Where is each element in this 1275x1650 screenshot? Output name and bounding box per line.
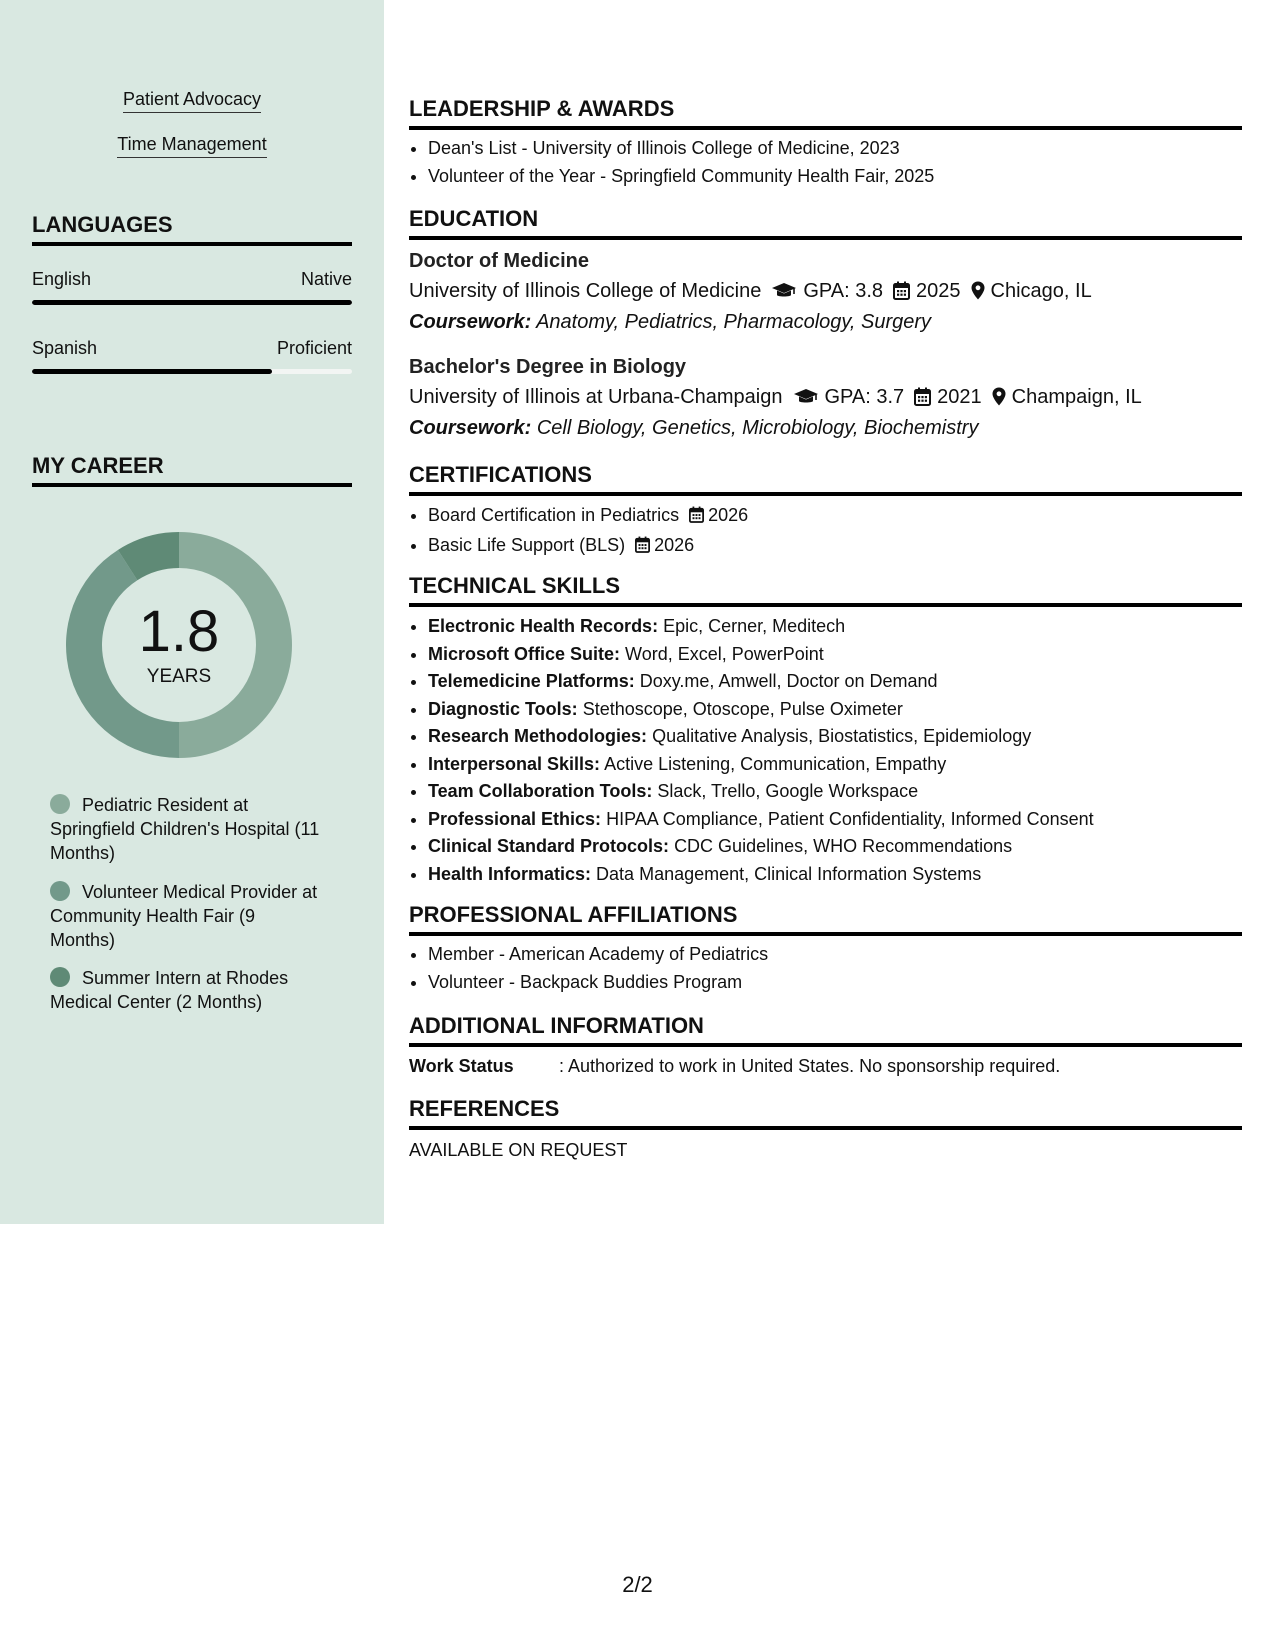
career-item-label: Summer Intern at Rhodes Medical Center (2 Months): [50, 968, 289, 1012]
calendar-icon: [635, 534, 650, 562]
affiliations-heading: PROFESSIONAL AFFILIATIONS: [409, 902, 1242, 936]
affiliations-list: [409, 941, 1261, 996]
certifications-list: [409, 502, 1261, 561]
skill-category: Clinical Standard Protocols:: [428, 836, 670, 856]
career-total-unit: YEARS: [146, 666, 212, 687]
leadership-heading: LEADERSHIP & AWARDS: [409, 96, 1242, 130]
education-details: [409, 279, 1242, 306]
language-proficiency-bar: [32, 300, 352, 305]
career-item: [50, 966, 320, 1014]
coursework: [409, 310, 931, 334]
list-item: [428, 806, 1261, 834]
school-location: Champaign, IL: [1011, 386, 1142, 408]
skill-category: Electronic Health Records:: [428, 616, 659, 636]
skill-category: Interpersonal Skills:: [428, 753, 601, 774]
skill-values: Slack, Trello, Google Workspace: [657, 781, 919, 801]
education-heading: EDUCATION: [409, 206, 1242, 240]
coursework-list: Cell Biology, Genetics, Microbiology, Biochemistry: [536, 417, 979, 439]
skill-tag: [0, 88, 384, 113]
school-location: Chicago, IL: [990, 280, 1092, 302]
technical-skills-heading: TECHNICAL SKILLS: [409, 573, 1242, 607]
career-item: [50, 793, 320, 865]
language-proficiency-fill: [32, 300, 352, 305]
skill-category: Telemedicine Platforms:: [428, 671, 635, 691]
skill-values: Data Management, Clinical Information Systems: [596, 863, 982, 884]
skill-values: Active Listening, Communication, Empathy: [604, 753, 947, 774]
school-name: University of Illinois at Urbana-Champaign: [409, 386, 783, 408]
skill-category: Professional Ethics:: [428, 808, 602, 829]
career-item-label: Volunteer Medical Provider at Community Health Fair (9 Months): [50, 882, 318, 950]
references-heading: REFERENCES: [409, 1096, 1242, 1130]
career-total-years: 1.8: [138, 599, 220, 664]
list-item: [428, 723, 1261, 751]
school-name: University of Illinois College of Medicine: [409, 280, 762, 302]
sidebar: [0, 0, 384, 1224]
calendar-icon: [893, 281, 910, 306]
list-item: • Member - American Academy of Pediatrics: [428, 941, 1261, 969]
language-name: Spanish: [32, 338, 98, 358]
leadership-list: [409, 135, 1261, 190]
work-status-row: [409, 1055, 1242, 1077]
degree-title: Doctor of Medicine: [409, 250, 590, 272]
language-level: Native: [300, 269, 352, 289]
technical-skills-list: [409, 613, 1261, 888]
certification-name: Board Certification in Pediatrics: [428, 505, 680, 525]
map-pin-icon: [992, 387, 1006, 412]
skill-values: CDC Guidelines, WHO Recommendations: [674, 836, 1013, 856]
certification-name: Basic Life Support (BLS): [428, 534, 626, 555]
references-text: AVAILABLE ON REQUEST: [409, 1140, 628, 1160]
list-item: [428, 861, 1261, 889]
language-proficiency-bar: [32, 369, 352, 374]
list-item: • Volunteer - Backpack Buddies Program: [428, 969, 1261, 997]
calendar-icon: [689, 504, 704, 532]
coursework-label: Coursework:: [409, 311, 532, 333]
skill-tag: [0, 133, 384, 158]
additional-info-heading: ADDITIONAL INFORMATION: [409, 1013, 1242, 1047]
coursework: [409, 416, 978, 440]
degree-title: Bachelor's Degree in Biology: [409, 356, 687, 378]
skill-category: Microsoft Office Suite:: [428, 643, 621, 664]
list-item: [428, 641, 1261, 669]
list-item: [428, 833, 1261, 861]
list-item: [428, 613, 1261, 641]
skill-values: Stethoscope, Otoscope, Pulse Oximeter: [582, 698, 903, 719]
map-pin-icon: [971, 281, 985, 306]
career-item: [50, 880, 320, 952]
skill-category: Team Collaboration Tools:: [428, 781, 653, 801]
skill-values: Doxy.me, Amwell, Doctor on Demand: [639, 671, 938, 691]
career-item-label: Pediatric Resident at Springfield Children's Hospital (11 Months): [50, 795, 320, 863]
graduation-year: 2021: [937, 386, 982, 408]
list-item: • Volunteer of the Year - Springfield Community Health Fair, 2025: [428, 163, 1261, 191]
gpa: GPA: 3.7: [824, 386, 905, 408]
skill-values: Word, Excel, PowerPoint: [625, 643, 824, 664]
skill-values: Epic, Cerner, Meditech: [663, 616, 846, 636]
coursework-label: Coursework:: [409, 417, 532, 439]
skill-values: HIPAA Compliance, Patient Confidentiality, Informed Consent: [606, 808, 1094, 829]
list-item: [428, 532, 1261, 562]
career-legend-dot: [50, 881, 70, 901]
language-level: Proficient: [276, 338, 352, 358]
work-status-label: Work Status: [409, 1056, 514, 1076]
certification-year: 2026: [654, 534, 695, 555]
skill-category: Research Methodologies:: [428, 726, 648, 746]
graduation-cap-icon: [793, 388, 819, 412]
skill-values: Qualitative Analysis, Biostatistics, Epidemiology: [652, 726, 1032, 746]
list-item: [428, 668, 1261, 696]
coursework-list: Anatomy, Pediatrics, Pharmacology, Surgery: [536, 311, 932, 333]
page-number: 2/2: [622, 1572, 653, 1597]
list-item: • Dean's List - University of Illinois College of Medicine, 2023: [428, 135, 1261, 163]
career-legend-dot: [50, 967, 70, 987]
education-details: [409, 385, 1242, 412]
language-row: [32, 268, 352, 290]
language-name: English: [32, 269, 92, 289]
list-item: [428, 696, 1261, 724]
gpa: GPA: 3.8: [803, 280, 884, 302]
skill-tag-label: Time Management: [117, 133, 266, 158]
graduation-cap-icon: [771, 282, 797, 306]
language-proficiency-fill: [32, 369, 272, 374]
skill-category: Health Informatics:: [428, 863, 592, 884]
list-item: [428, 751, 1261, 779]
skill-category: Diagnostic Tools:: [428, 698, 578, 719]
list-item: [428, 502, 1261, 532]
career-legend-dot: [50, 794, 70, 814]
graduation-year: 2025: [916, 280, 961, 302]
career-heading: MY CAREER: [32, 453, 352, 487]
work-status-value: : Authorized to work in United States. No sponsorship required.: [559, 1056, 1061, 1076]
skill-tag-label: Patient Advocacy: [123, 88, 261, 113]
list-item: [428, 778, 1261, 806]
certification-year: 2026: [708, 505, 749, 525]
language-row: [32, 337, 352, 359]
calendar-icon: [914, 387, 931, 412]
certifications-heading: CERTIFICATIONS: [409, 462, 1242, 496]
languages-heading: LANGUAGES: [32, 212, 352, 246]
